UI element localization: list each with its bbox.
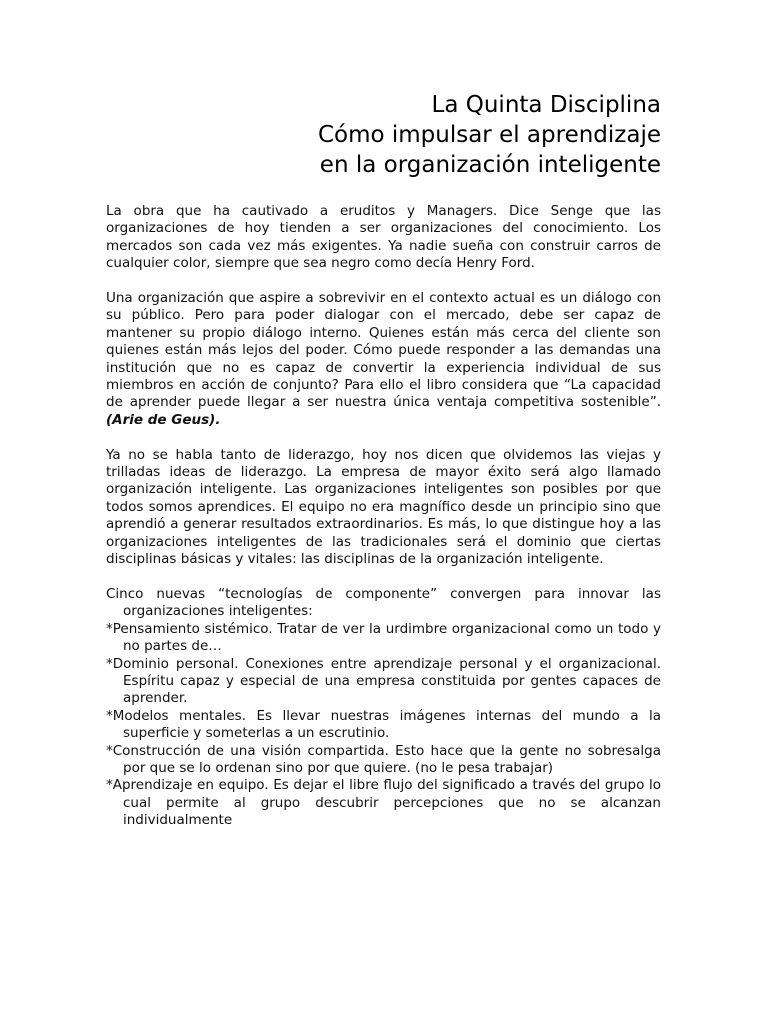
list-item: *Pensamiento sistémico. Tratar de ver la urdimbre organizacional como un todo y no partes de… [106, 620, 661, 655]
disciplines-list [106, 621, 661, 830]
list-item: *Modelos mentales. Es llevar nuestras imágenes internas del mundo a la superficie y someterlas a un escrutinio. [106, 707, 661, 742]
paragraph-leadership-text: Ya no se habla tanto de liderazgo, hoy nos dicen que olvidemos las viejas y trilladas ideas de liderazgo. La empresa de mayor éxito será algo llamado organización inteligente. Las organizaciones inteligentes son posibles por que todos somos aprendices. El equipo no era magnífico desde un principio sino que aprendió a generar resultados extraordinarios. Es más, lo que distingue hoy a las organizaciones inteligentes de las tradicionales será el dominio que ciertas disciplinas básicas y vitales: las disciplinas de la organización inteligente. [106, 446, 661, 568]
list-item: *Dominio personal. Conexiones entre aprendizaje personal y el organizacional. Espíritu capaz y especial de una empresa constituida por gentes capaces de aprender. [106, 655, 661, 707]
paragraph-intro-text: La obra que ha cautivado a eruditos y Managers. Dice Senge que las organizaciones de hoy tienden a ser organizaciones del conocimiento. Los mercados son cada vez más exigentes. Ya nadie sueña con construir carros de cualquier color, siempre que sea negro como decía Henry Ford. [106, 203, 661, 272]
document-body [106, 203, 661, 830]
title-line-1: La Quinta Disciplina [431, 92, 661, 118]
list-intro: Cinco nuevas “tecnologías de componente” convergen para innovar las organizaciones inteligentes: [106, 585, 661, 620]
title-line-3: en la organización inteligente [319, 152, 661, 178]
paragraph-intro [106, 203, 661, 273]
quote-author: (Arie de Geus). [106, 411, 221, 428]
title-line-2: Cómo impulsar el aprendizaje [317, 122, 661, 148]
paragraph-dialogue [106, 290, 661, 429]
list-item: *Construcción de una visión compartida. Esto hace que la gente no sobresalga por que se lo ordenan sino por que quiere. (no le pesa trabajar) [106, 742, 661, 776]
list-item: *Aprendizaje en equipo. Es dejar el libre flujo del significado a través del grupo lo cual permite al grupo descubrir percepciones que no se alcanzan individualmente [106, 777, 661, 829]
paragraph-leadership [106, 447, 661, 569]
paragraph-dialogue-text: Una organización que aspire a sobrevivir en el contexto actual es un diálogo con su público. Pero para poder dialogar con el mercado, debe ser capaz de mantener su propio diálogo interno. Quienes están más cerca del cliente son quienes están más lejos del poder. Cómo puede responder a las demandas una institución que no es capaz de convertir la experiencia individual de sus miembros en acción de conjunto? Para ello el libro considera que “La capacidad de aprender puede llegar a ser nuestra única ventaja competitiva sostenible”. [106, 290, 661, 411]
document-title [318, 90, 661, 180]
